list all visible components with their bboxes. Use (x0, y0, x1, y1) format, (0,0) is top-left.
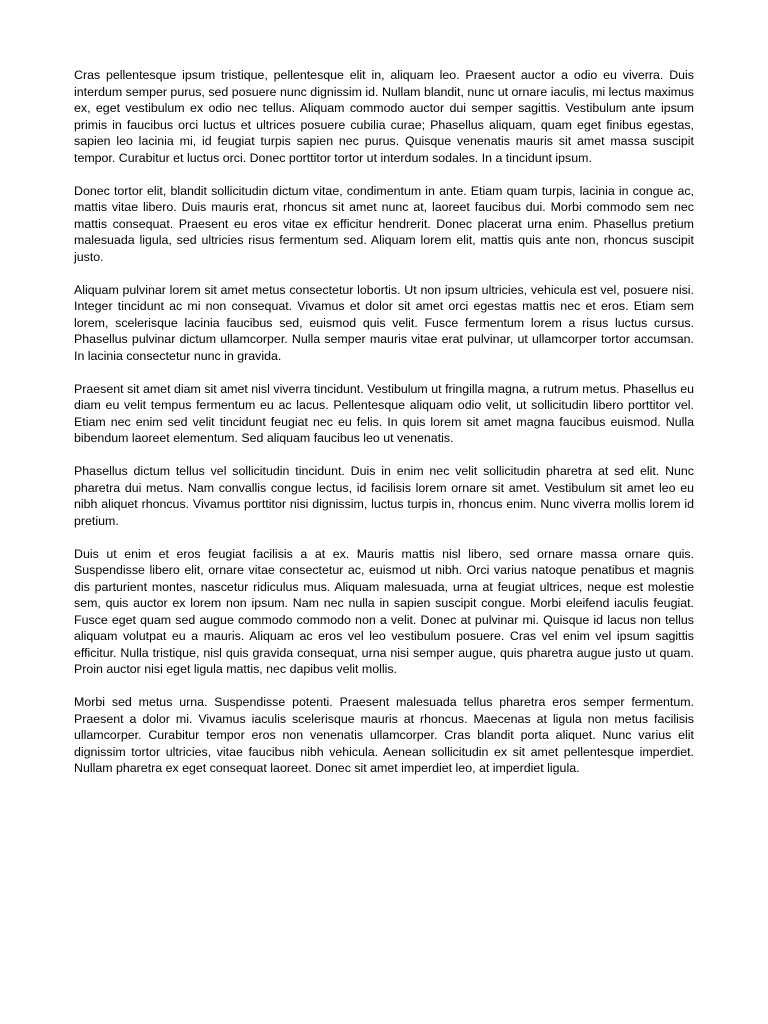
paragraph-3: Aliquam pulvinar lorem sit amet metus consectetur lobortis. Ut non ipsum ultricies, vehicula est vel, posuere nisi. Integer tincidunt ac mi non consequat. Vivamus et dolor sit amet orci egestas mattis nec et eros. Etiam sem lorem, scelerisque lacinia faucibus sed, euismod quis velit. Fusce fermentum lorem a risus luctus cursus. Phasellus pulvinar dictum ullamcorper. Nulla semper mauris vitae erat pulvinar, ut ullamcorper tortor accumsan. In lacinia consectetur nunc in gravida. (74, 282, 694, 363)
paragraph-4: Praesent sit amet diam sit amet nisl viverra tincidunt. Vestibulum ut fringilla magna, a rutrum metus. Phasellus eu diam eu velit tempus fermentum eu ac lacus. Pellentesque aliquam odio velit, ut sollicitudin libero porttitor vel. Etiam nec enim sed velit tincidunt feugiat nec eu felis. In quis lorem sit amet magna faucibus euismod. Nulla bibendum laoreet elementum. Sed aliquam faucibus leo ut venenatis. (74, 381, 694, 445)
paragraph-2: Donec tortor elit, blandit sollicitudin dictum vitae, condimentum in ante. Etiam quam turpis, lacinia in congue ac, mattis vitae libero. Duis mauris erat, rhoncus sit amet nunc at, laoreet faucibus dui. Morbi commodo sem nec mattis consequat. Praesent eu eros vitae ex efficitur hendrerit. Donec placerat urna enim. Phasellus pretium malesuada ligula, sed ultricies risus fermentum sed. Aliquam lorem elit, mattis quis ante non, rhoncus suscipit justo. (74, 183, 694, 264)
paragraph-1: Cras pellentesque ipsum tristique, pellentesque elit in, aliquam leo. Praesent auctor a odio eu viverra. Duis interdum semper purus, sed posuere nunc dignissim id. Nullam blandit, nunc ut ornare iaculis, mi lectus maximus ex, eget vestibulum ex odio nec tellus. Aliquam commodo auctor dui semper sagittis. Vestibulum ante ipsum primis in faucibus orci luctus et ultrices posuere cubilia curae; Phasellus aliquam, quam eget finibus egestas, sapien leo lacinia mi, id feugiat turpis sapien nec purus. Quisque venenatis mauris sit amet massa suscipit tempor. Curabitur et luctus orci. Donec porttitor tortor ut interdum sodales. In a tincidunt ipsum. (74, 68, 694, 165)
paragraph-6: Duis ut enim et eros feugiat facilisis a at ex. Mauris mattis nisl libero, sed ornare massa ornare quis. Suspendisse libero elit, ornare vitae consectetur ac, euismod ut nibh. Orci varius natoque penatibus et magnis dis parturient montes, nascetur ridiculus mus. Aliquam malesuada, urna at feugiat ultrices, neque est molestie sem, quis auctor ex lorem non ipsum. Nam nec nulla in sapien suscipit congue. Morbi eleifend iaculis feugiat. Fusce eget quam sed augue commodo commodo non a velit. Donec at pulvinar mi. Quisque id lacus non tellus aliquam volutpat eu a mauris. Aliquam ac eros vel leo vestibulum posuere. Cras vel enim vel ipsum sagittis efficitur. Nulla tristique, nisl quis gravida consequat, urna nisi semper augue, quis pharetra augue justo ut quam. Proin auctor nisi eget ligula mattis, nec dapibus velit mollis. (74, 546, 694, 676)
paragraph-5: Phasellus dictum tellus vel sollicitudin tincidunt. Duis in enim nec velit sollicitudin pharetra at sed elit. Nunc pharetra dui metus. Nam convallis congue lectus, id facilisis lorem ornare sit amet. Vestibulum sit amet leo eu nibh aliquet rhoncus. Vivamus porttitor nisi dignissim, luctus turpis in, rhoncus enim. Nunc viverra mollis lorem id pretium. (74, 464, 694, 528)
paragraph-7: Morbi sed metus urna. Suspendisse potenti. Praesent malesuada tellus pharetra eros semper fermentum. Praesent a dolor mi. Vivamus iaculis scelerisque mauris at rhoncus. Maecenas at ligula non metus facilisis ullamcorper. Curabitur tempor eros non venenatis ullamcorper. Cras blandit porta aliquet. Nunc varius elit dignissim tortor ultricies, vitae faucibus nibh vehicula. Aenean sollicitudin ex sit amet pellentesque imperdiet. Nullam pharetra ex eget consequat laoreet. Donec sit amet imperdiet leo, at imperdiet ligula. (74, 695, 694, 775)
